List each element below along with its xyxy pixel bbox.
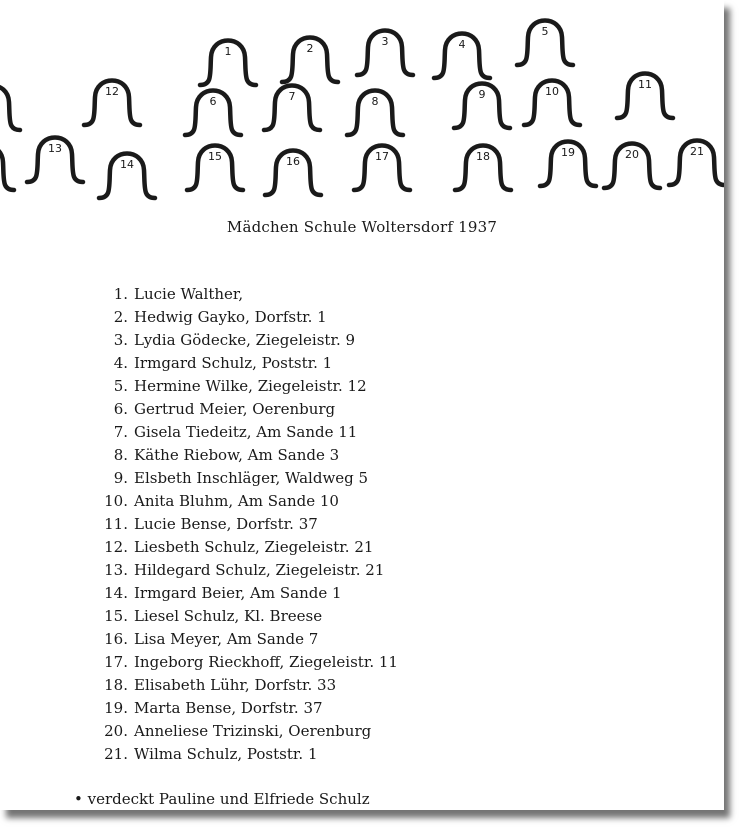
list-item-text: Hermine Wilke, Ziegeleistr. 12 xyxy=(134,377,367,395)
list-item-number: 7. xyxy=(113,423,128,441)
list-item-number: 15. xyxy=(104,607,128,625)
list-item-text: Gertrud Meier, Oerenburg xyxy=(134,400,336,418)
list-item xyxy=(104,375,398,398)
list-item xyxy=(104,674,398,697)
silhouette-number: 11 xyxy=(638,78,652,91)
list-item-text: Irmgard Beier, Am Sande 1 xyxy=(134,584,342,602)
list-item-number: 6. xyxy=(113,400,128,418)
silhouette-number: 8 xyxy=(371,95,379,108)
list-item-number: 2. xyxy=(113,308,128,326)
silhouette-number: 10 xyxy=(545,85,559,98)
list-item-number: 16. xyxy=(104,630,128,648)
list-item xyxy=(104,467,398,490)
silhouette-edge xyxy=(0,146,14,191)
silhouette-number: 7 xyxy=(288,90,296,103)
silhouette-number: 17 xyxy=(375,150,389,163)
list-item-number: 5. xyxy=(113,377,128,395)
list-item xyxy=(104,720,398,743)
list-item-text: Lucie Walther, xyxy=(134,285,244,303)
list-item xyxy=(104,444,398,467)
silhouette-number: 14 xyxy=(120,158,134,171)
list-item xyxy=(104,398,398,421)
silhouette-number: 3 xyxy=(381,35,389,48)
silhouette-number: 1 xyxy=(224,45,232,58)
silhouette-number: 13 xyxy=(48,142,62,155)
silhouette-number: 20 xyxy=(625,148,639,161)
list-item xyxy=(104,352,398,375)
list-item-text: Hedwig Gayko, Dorfstr. 1 xyxy=(134,308,327,326)
list-item-number: 3. xyxy=(113,331,128,349)
silhouette-number: 5 xyxy=(541,25,549,38)
silhouette-number: 2 xyxy=(306,42,314,55)
list-item-text: Marta Bense, Dorfstr. 37 xyxy=(134,699,323,717)
list-item xyxy=(104,605,398,628)
list-item-number: 13. xyxy=(104,561,128,579)
document-title: Mädchen Schule Woltersdorf 1937 xyxy=(226,218,498,236)
list-item-number: 14. xyxy=(104,584,128,602)
list-item-text: Anneliese Trizinski, Oerenburg xyxy=(134,722,372,740)
list-item xyxy=(104,628,398,651)
list-item-text: Liesbeth Schulz, Ziegeleistr. 21 xyxy=(134,538,374,556)
list-item xyxy=(104,697,398,720)
list-item xyxy=(104,582,398,605)
list-item xyxy=(104,513,398,536)
list-item-number: 12. xyxy=(104,538,128,556)
list-item-number: 21. xyxy=(104,745,128,763)
list-item-text: Hildegard Schulz, Ziegeleistr. 21 xyxy=(134,561,385,579)
silhouette-number: 9 xyxy=(478,88,486,101)
list-item-text: Ingeborg Rieckhoff, Ziegeleistr. 11 xyxy=(134,653,398,671)
list-item-number: 17. xyxy=(104,653,128,671)
footnote: • verdeckt Pauline und Elfriede Schulz xyxy=(74,790,370,808)
list-item-text: Gisela Tiedeitz, Am Sande 11 xyxy=(134,423,358,441)
silhouette-edge xyxy=(0,86,20,131)
list-item-text: Anita Bluhm, Am Sande 10 xyxy=(134,492,339,510)
list-item-number: 4. xyxy=(113,354,128,372)
list-item-number: 8. xyxy=(113,446,128,464)
list-item-text: Käthe Riebow, Am Sande 3 xyxy=(134,446,340,464)
list-item-number: 11. xyxy=(104,515,128,533)
list-item xyxy=(104,651,398,674)
list-item-number: 19. xyxy=(104,699,128,717)
list-item xyxy=(104,490,398,513)
student-list xyxy=(104,283,398,766)
list-item-text: Elsbeth Inschläger, Waldweg 5 xyxy=(134,469,369,487)
list-item-text: Lisa Meyer, Am Sande 7 xyxy=(134,630,319,648)
list-item xyxy=(104,559,398,582)
list-item-text: Lydia Gödecke, Ziegeleistr. 9 xyxy=(134,331,356,349)
silhouette-number: 12 xyxy=(105,85,119,98)
list-item xyxy=(104,421,398,444)
silhouette-number: 16 xyxy=(286,155,300,168)
list-item-number: 18. xyxy=(104,676,128,694)
list-item xyxy=(104,536,398,559)
list-item-number: 20. xyxy=(104,722,128,740)
silhouette-number: 19 xyxy=(561,146,575,159)
list-item xyxy=(104,329,398,352)
silhouette-diagram xyxy=(0,0,724,215)
list-item-number: 9. xyxy=(113,469,128,487)
list-item-number: 1. xyxy=(113,285,128,303)
silhouette-number: 21 xyxy=(690,145,704,158)
list-item xyxy=(104,283,398,306)
list-item xyxy=(104,306,398,329)
silhouette-number: 15 xyxy=(208,150,222,163)
list-item-text: Elisabeth Lühr, Dorfstr. 33 xyxy=(134,676,337,694)
silhouette-number: 18 xyxy=(476,150,490,163)
list-item xyxy=(104,743,398,766)
list-item-text: Lucie Bense, Dorfstr. 37 xyxy=(134,515,318,533)
silhouette-number: 4 xyxy=(458,38,466,51)
list-item-text: Liesel Schulz, Kl. Breese xyxy=(134,607,323,625)
list-item-text: Irmgard Schulz, Poststr. 1 xyxy=(134,354,333,372)
list-item-number: 10. xyxy=(104,492,128,510)
list-item-text: Wilma Schulz, Poststr. 1 xyxy=(134,745,318,763)
silhouette-number: 6 xyxy=(209,95,217,108)
